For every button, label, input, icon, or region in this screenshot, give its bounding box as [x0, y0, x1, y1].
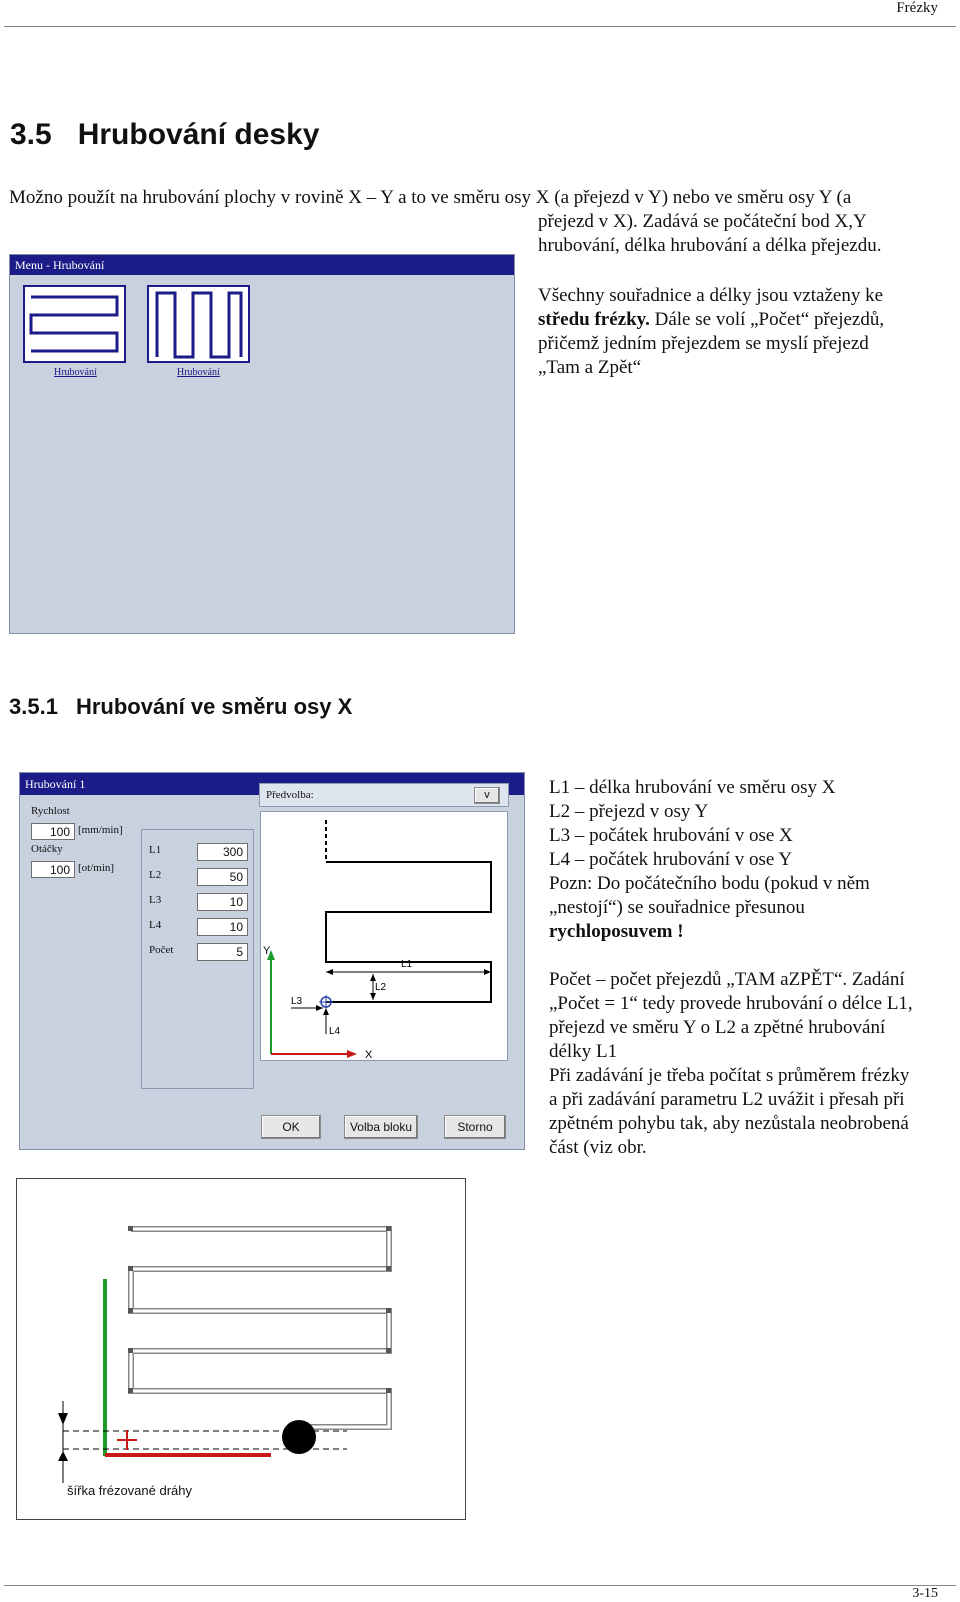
menu-item-vertical-label[interactable]: Hrubování	[177, 367, 220, 378]
section-heading	[10, 118, 319, 152]
param-label-pocet: Počet	[149, 944, 174, 956]
width-label: šířka frézované dráhy	[67, 1483, 193, 1498]
note-bold: středu frézky.	[538, 309, 650, 330]
param-label-l1: L1	[149, 844, 162, 856]
menu-window-title: Menu - Hrubování	[10, 255, 514, 275]
rychlost-unit: [mm/min]	[78, 824, 123, 836]
rychlost-label: Rychlost	[31, 805, 70, 817]
footer-rule	[4, 1585, 956, 1586]
toolpath-figure	[16, 1178, 466, 1520]
otacky-label: Otáčky	[31, 843, 63, 855]
desc-pozn-1: Pozn: Do počátečního bodu (pokud v něm	[549, 873, 870, 894]
section-number: 3.5	[10, 118, 52, 151]
otacky-input[interactable]: 100	[31, 861, 75, 878]
desc-pocet-3: přejezd ve směru Y o L2 a zpětné hrubování	[549, 1017, 886, 1038]
intro-line-2: přejezd v X). Zadává se počáteční bod X,Y	[538, 211, 867, 232]
diagram-label-l4: L4	[329, 1026, 341, 1037]
otacky-unit: [ot/min]	[78, 862, 115, 874]
running-header: Frézky	[896, 0, 938, 16]
volba-bloku-button[interactable]: Volba bloku	[344, 1115, 418, 1139]
param-input-l2[interactable]: 50	[197, 868, 248, 886]
desc-pocet-1: Počet – počet přejezdů „TAM aZPĚT“. Zadání	[549, 969, 905, 990]
note-line-1: Všechny souřadnice a délky jsou vztaženy ke	[538, 285, 884, 306]
menu-item-horizontal-label[interactable]: Hrubování	[54, 367, 97, 378]
toolpath-figure-drawing	[17, 1179, 465, 1519]
hrubovani-dialog	[19, 772, 525, 1150]
subsection-heading	[9, 694, 352, 720]
param-label-l2: L2	[149, 869, 162, 881]
note-line-2	[538, 308, 884, 332]
note-line-4: „Tam a Zpět“	[538, 357, 642, 378]
note-line-2-rest: Dále se volí „Počet“ přejezdů,	[649, 309, 885, 330]
page-number: 3-15	[912, 1586, 938, 1601]
diagram-label-l1: L1	[401, 959, 413, 970]
diagram-label-x: X	[365, 1049, 373, 1060]
menu-item-horizontal[interactable]	[23, 285, 126, 363]
param-input-l1[interactable]: 300	[197, 843, 248, 861]
desc-pozn-2: „nestojí“) se souřadnice přesunou	[549, 897, 805, 918]
desc-pocet-2: „Počet = 1“ tedy provede hrubování o délce L1,	[549, 993, 913, 1014]
predvolba-bar[interactable]	[259, 783, 509, 807]
vertical-zigzag-icon	[149, 287, 248, 361]
desc-pri-4: část (viz obr.	[549, 1137, 647, 1158]
section-title: Hrubování desky	[77, 118, 320, 151]
params-description	[549, 776, 870, 944]
subsection-title: Hrubování ve směru osy X	[75, 694, 353, 719]
intro-line-1: Možno použít na hrubování plochy v rovině X – Y a to ve směru osy X (a přejezd v Y) nebo ve směru osy Y (a	[9, 187, 852, 208]
storno-button[interactable]: Storno	[444, 1115, 506, 1139]
desc-l2: L2 – přejezd v osy Y	[549, 801, 709, 822]
desc-pocet-4: délky L1	[549, 1041, 618, 1062]
predvolba-dropdown-button[interactable]: v	[474, 787, 500, 804]
predvolba-label: Předvolba:	[266, 789, 314, 801]
param-input-l4[interactable]: 10	[197, 918, 248, 936]
param-input-pocet[interactable]: 5	[197, 943, 248, 961]
ok-button[interactable]: OK	[261, 1115, 321, 1139]
param-input-l3[interactable]: 10	[197, 893, 248, 911]
toolpath-diagram	[261, 812, 507, 1060]
diagram-label-l3: L3	[291, 996, 303, 1007]
param-label-l4: L4	[149, 919, 162, 931]
subsection-number: 3.5.1	[9, 694, 58, 719]
desc-l4: L4 – počátek hrubování v ose Y	[549, 849, 793, 870]
diagram-label-l2: L2	[375, 982, 387, 993]
rychlost-input[interactable]: 100	[31, 823, 75, 840]
dialog-title: Hrubování 1	[20, 773, 524, 795]
desc-pri-3: zpětném pohybu tak, aby nezůstala neobrobená	[549, 1113, 909, 1134]
desc-l1: L1 – délka hrubování ve směru osy X	[549, 777, 836, 798]
diagram-label-y: Y	[263, 945, 271, 957]
horizontal-zigzag-icon	[25, 287, 124, 361]
desc-pozn-bold: rychloposuvem !	[549, 921, 684, 942]
note-line-3: přičemž jedním přejezdem se myslí přejezd	[538, 333, 869, 354]
header-rule	[4, 26, 956, 27]
desc-pri-1: Při zadávání je třeba počítat s průměrem frézky	[549, 1065, 910, 1086]
desc-pozn-3	[549, 920, 870, 944]
menu-window	[9, 254, 515, 634]
pocet-description	[549, 968, 913, 1160]
desc-pri-2: a při zadávání parametru L2 uvážit i přesah při	[549, 1089, 905, 1110]
param-label-l3: L3	[149, 894, 162, 906]
params-panel	[141, 829, 254, 1089]
desc-l3: L3 – počátek hrubování v ose X	[549, 825, 793, 846]
intro-line-3: hrubování, délka hrubování a délka přejezdu.	[538, 235, 882, 256]
menu-item-vertical[interactable]	[147, 285, 250, 363]
note-paragraph	[538, 284, 884, 380]
preview-diagram	[260, 811, 508, 1061]
